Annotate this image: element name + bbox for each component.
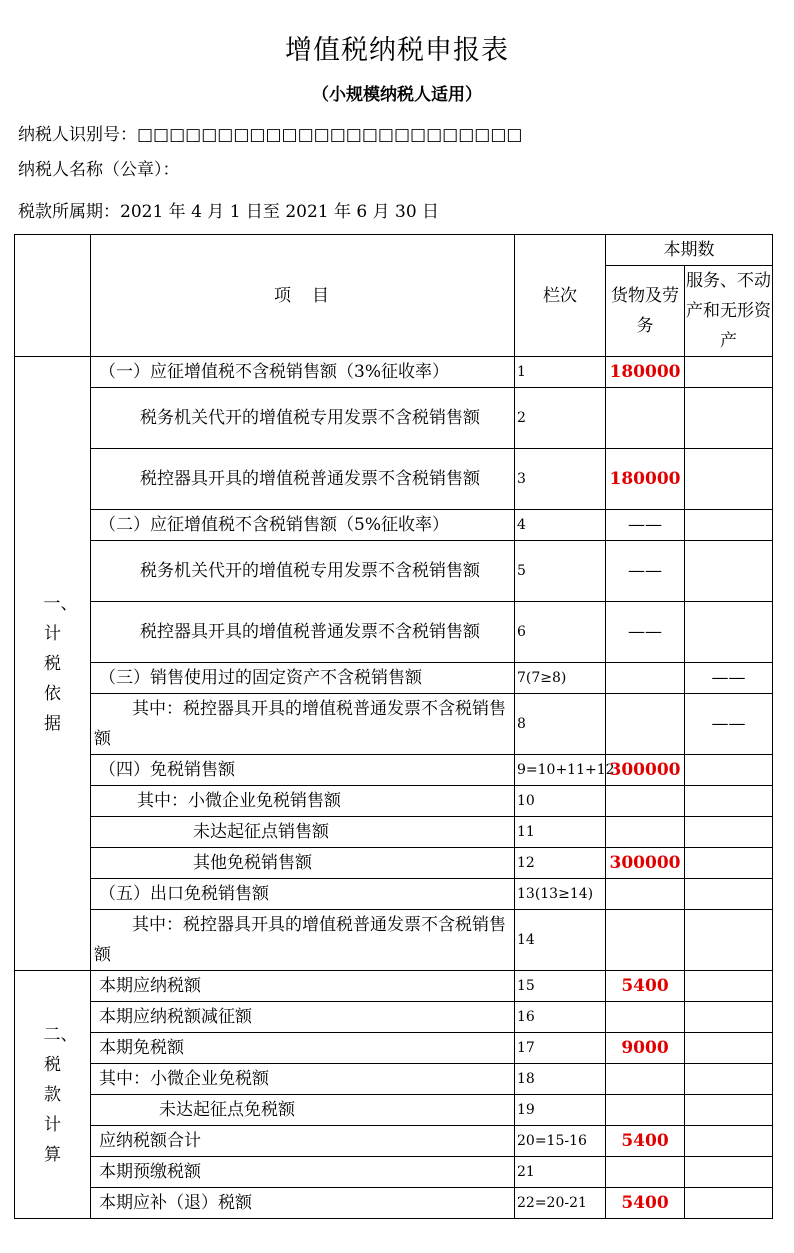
row-services-value[interactable] <box>685 1095 773 1126</box>
row-column-no: 20=15-16 <box>515 1126 606 1157</box>
row-services-value[interactable] <box>685 1126 773 1157</box>
row-item: 本期预缴税额 <box>91 1157 515 1188</box>
row-services-value[interactable] <box>685 971 773 1002</box>
row-item: 本期应补（退）税额 <box>91 1188 515 1219</box>
row-services-value[interactable] <box>685 755 773 786</box>
row-column-no: 4 <box>515 510 606 541</box>
tax-period-line: 税款所属期：2021 年 4 月 1 日至 2021 年 6 月 30 日 <box>18 202 440 222</box>
header-column-no: 栏次 <box>515 235 606 357</box>
row-item: 税务机关代开的增值税专用发票不含税销售额 <box>91 388 515 449</box>
row-services-value[interactable] <box>685 602 773 663</box>
row-goods-value[interactable] <box>606 1095 685 1126</box>
row-column-no: 17 <box>515 1033 606 1064</box>
taxpayer-name-line: 纳税人名称（公章）： <box>18 160 180 180</box>
row-goods-value[interactable] <box>606 663 685 694</box>
row-column-no: 14 <box>515 910 606 971</box>
form-title: 增值税纳税申报表 <box>285 35 509 66</box>
row-column-no: 15 <box>515 971 606 1002</box>
row-column-no: 18 <box>515 1064 606 1095</box>
taxpayer-id-line: 纳税人识别号：□□□□□□□□□□□□□□□□□□□□□□□□ <box>18 125 523 145</box>
header-blank-cell <box>15 235 91 357</box>
row-services-value[interactable] <box>685 1002 773 1033</box>
row-services-value[interactable] <box>685 449 773 510</box>
row-goods-value[interactable]: 9000 <box>606 1033 685 1064</box>
row-services-value: —— <box>685 694 773 755</box>
row-column-no: 19 <box>515 1095 606 1126</box>
section-basis: 一、计税依据 <box>15 357 91 971</box>
row-item: 未达起征点销售额 <box>91 817 515 848</box>
row-column-no: 1 <box>515 357 606 388</box>
row-goods-value[interactable] <box>606 1157 685 1188</box>
row-column-no: 9=10+11+12 <box>515 755 606 786</box>
header-services-property: 服务、不动产和无形资产 <box>685 266 773 357</box>
row-goods-value: —— <box>606 602 685 663</box>
row-column-no: 6 <box>515 602 606 663</box>
row-item: （二）应征增值税不含税销售额（5%征收率） <box>91 510 515 541</box>
row-goods-value[interactable]: 5400 <box>606 1188 685 1219</box>
row-item: 税务机关代开的增值税专用发票不含税销售额 <box>91 541 515 602</box>
row-goods-value: —— <box>606 541 685 602</box>
row-services-value[interactable] <box>685 1188 773 1219</box>
row-item: 其中：小微企业免税销售额 <box>91 786 515 817</box>
row-services-value[interactable] <box>685 817 773 848</box>
declaration-table <box>14 234 773 1219</box>
row-goods-value[interactable]: 300000 <box>606 848 685 879</box>
row-goods-value[interactable]: 5400 <box>606 971 685 1002</box>
row-column-no: 3 <box>515 449 606 510</box>
row-services-value[interactable] <box>685 357 773 388</box>
row-column-no: 2 <box>515 388 606 449</box>
row-column-no: 8 <box>515 694 606 755</box>
header-goods-services: 货物及劳务 <box>606 266 685 357</box>
row-item: 本期应纳税额 <box>91 971 515 1002</box>
row-item: 税控器具开具的增值税普通发票不含税销售额 <box>91 449 515 510</box>
row-goods-value[interactable] <box>606 817 685 848</box>
section-calculation: 二、税款计算 <box>15 971 91 1219</box>
row-column-no: 5 <box>515 541 606 602</box>
row-column-no: 11 <box>515 817 606 848</box>
row-goods-value[interactable] <box>606 1002 685 1033</box>
row-item: 未达起征点免税额 <box>91 1095 515 1126</box>
row-column-no: 22=20-21 <box>515 1188 606 1219</box>
row-goods-value: —— <box>606 510 685 541</box>
row-goods-value[interactable]: 180000 <box>606 357 685 388</box>
row-item: （一）应征增值税不含税销售额（3%征收率） <box>91 357 515 388</box>
row-item: 应纳税额合计 <box>91 1126 515 1157</box>
row-item: 其中：税控器具开具的增值税普通发票不含税销售额 <box>91 910 515 971</box>
row-item: 其中：小微企业免税额 <box>91 1064 515 1095</box>
row-goods-value[interactable] <box>606 879 685 910</box>
row-item: （五）出口免税销售额 <box>91 879 515 910</box>
row-services-value[interactable] <box>685 510 773 541</box>
row-item: 本期免税额 <box>91 1033 515 1064</box>
row-column-no: 7(7≥8) <box>515 663 606 694</box>
row-services-value[interactable] <box>685 910 773 971</box>
row-goods-value[interactable] <box>606 786 685 817</box>
row-goods-value[interactable] <box>606 1064 685 1095</box>
row-services-value[interactable] <box>685 848 773 879</box>
header-item: 项 目 <box>91 235 515 357</box>
row-goods-value[interactable]: 300000 <box>606 755 685 786</box>
row-column-no: 21 <box>515 1157 606 1188</box>
row-goods-value[interactable] <box>606 694 685 755</box>
row-column-no: 10 <box>515 786 606 817</box>
row-services-value: —— <box>685 663 773 694</box>
row-item: 其他免税销售额 <box>91 848 515 879</box>
row-goods-value[interactable]: 5400 <box>606 1126 685 1157</box>
row-services-value[interactable] <box>685 1157 773 1188</box>
row-goods-value[interactable] <box>606 388 685 449</box>
row-column-no: 13(13≥14) <box>515 879 606 910</box>
row-services-value[interactable] <box>685 388 773 449</box>
row-services-value[interactable] <box>685 786 773 817</box>
form-subtitle: （小规模纳税人适用） <box>312 85 482 105</box>
row-column-no: 16 <box>515 1002 606 1033</box>
row-item: 其中：税控器具开具的增值税普通发票不含税销售额 <box>91 694 515 755</box>
row-goods-value[interactable] <box>606 910 685 971</box>
row-column-no: 12 <box>515 848 606 879</box>
row-services-value[interactable] <box>685 879 773 910</box>
row-item: 税控器具开具的增值税普通发票不含税销售额 <box>91 602 515 663</box>
row-item: （四）免税销售额 <box>91 755 515 786</box>
row-item: （三）销售使用过的固定资产不含税销售额 <box>91 663 515 694</box>
row-services-value[interactable] <box>685 541 773 602</box>
row-services-value[interactable] <box>685 1033 773 1064</box>
row-services-value[interactable] <box>685 1064 773 1095</box>
header-current-period: 本期数 <box>606 235 773 266</box>
row-goods-value[interactable]: 180000 <box>606 449 685 510</box>
row-item: 本期应纳税额减征额 <box>91 1002 515 1033</box>
